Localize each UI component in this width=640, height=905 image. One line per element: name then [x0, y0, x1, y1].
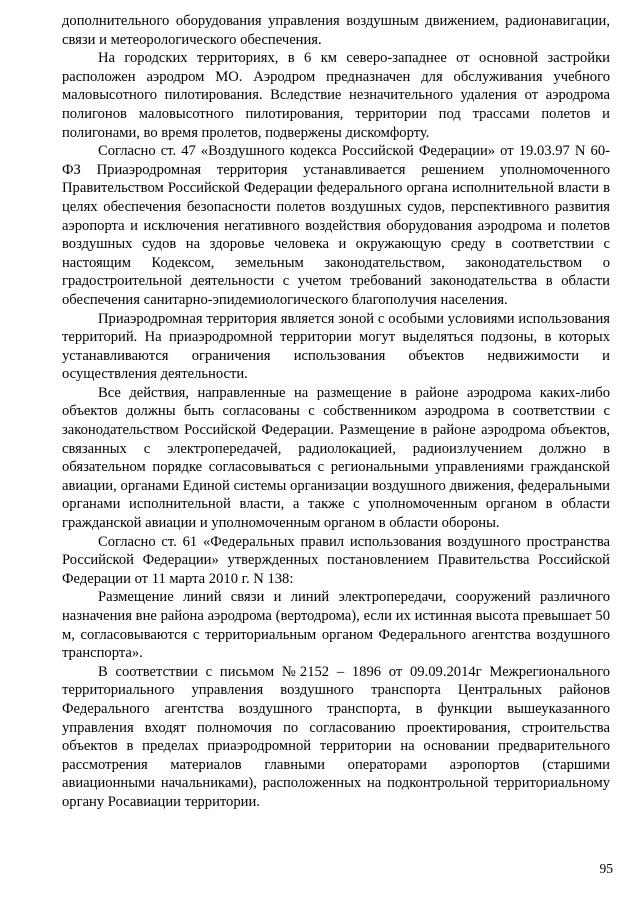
- document-body: [62, 12, 610, 812]
- paragraph-federal-rules-article-61: Согласно ст. 61 «Федеральных правил использования воздушного пространства Российской Федерации» утвержденных постановлением Правительства Российской Федерации от 11 марта 2010 г. N 138:: [62, 533, 610, 587]
- paragraph-air-code-article-47: Согласно ст. 47 «Воздушного кодекса Российской Федерации» от 19.03.97 N 60-ФЗ Приаэродромная территория устанавливается решением уполномоченного Правительством Российской Федерации федерального органа исполнительной власти в целях обеспечения безопасности полетов воздушных судов, перспективного развития аэропорта и исключения негативного воздействия оборудования аэродрома и полетов воздушных судов на здоровье человека и окружающую среду в соответствии с настоящим Кодексом, земельным законодательством, законодательством о градостроительной деятельности с учетом требований законодательства в области обеспечения санитарно-эпидемиологического благополучия населения.: [62, 143, 610, 308]
- paragraph-letter-reference: В соответствии с письмом №2152 – 1896 от 09.09.2014г Межрегионального территориального управления воздушного транспорта Центральных районов Федерального агентства воздушного транспорта, в функции вышеуказанного управления входят полномочия по согласованию проектирования, строительства объектов в пределах приаэродромной территории на основании предварительного рассмотрения материалов главными операторами аэропортов (старшими авиационными начальниками), расположенных на подконтрольной территориальному органу Росавиации территории.: [62, 663, 610, 810]
- paragraph-power-lines-placement: Размещение линий связи и линий электропередачи, сооружений различного назначения вне района аэродрома (вертодрома), если их истинная высота превышает 50 м, согласовываются с территориальным органом Федерального агентства воздушного транспорта».: [62, 589, 610, 662]
- paragraph-aerodrome-territory-zone: Приаэродромная территория является зоной с особыми условиями использования территорий. На приаэродромной территории могут выделяться подзоны, в которых устанавливаются ограничения использования объектов недвижимости и осуществления деятельности.: [62, 310, 610, 383]
- paragraph-placement-coordination: Все действия, направленные на размещение в районе аэродрома каких-либо объектов должны быть согласованы с собственником аэродрома в соответствии с законодательством Российской Федерации. Размещение в районе аэродрома объектов, связанных с электропередачей, радиолокацией, радиоизлучением должно в обязательном порядке согласовываться с региональными управлениями гражданской авиации, органами Единой системы организации воздушного движения, федеральными органами исполнительной власти, а также с уполномоченным органом в области гражданской авиации и уполномоченным органом в области обороны.: [62, 384, 610, 532]
- paragraph-continuation: дополнительного оборудования управления воздушным движением, радионавигации, связи и метеорологического обеспечения.: [62, 13, 610, 48]
- paragraph-aerodrome-location: На городских территориях, в 6 км северо-западнее от основной застройки расположен аэродром МО. Аэродром предназначен для обслуживания учебного маловысотного пилотирования. Вследствие незначительного удаления от аэродрома полигонов маловысотного пилотирования, территории под трассами полетов и полигонами, во время пролетов, подвержены дискомфорту.: [62, 50, 610, 141]
- page-number: 95: [599, 861, 613, 876]
